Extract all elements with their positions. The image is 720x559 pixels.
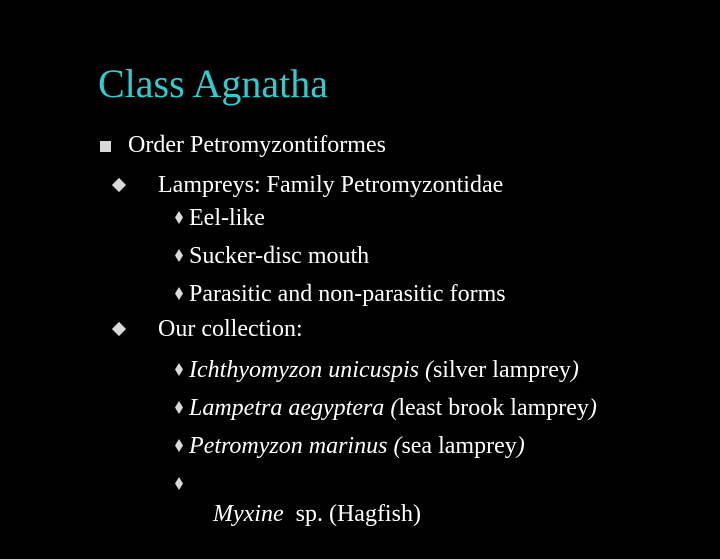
tall-diamond-bullet-icon	[175, 287, 183, 300]
trait-item: Sucker-disc mouth	[189, 243, 370, 269]
square-bullet-icon	[100, 141, 111, 152]
common-name: sea lamprey	[401, 433, 517, 459]
paren: )	[588, 395, 597, 421]
tall-diamond-bullet-icon	[175, 477, 183, 490]
tall-diamond-bullet-icon	[175, 439, 183, 452]
collection-heading: Our collection:	[158, 316, 303, 342]
slide-title: Class Agnatha	[98, 61, 328, 106]
species-name: Petromyzon marinus	[189, 433, 388, 459]
paren: (	[384, 395, 399, 421]
lampreys-line: Lampreys: Family Petromyzontidae	[158, 172, 504, 198]
species-rest: sp. (Hagfish)	[283, 501, 421, 527]
trait-item: Eel-like	[189, 205, 265, 231]
species-name: Myxine	[213, 501, 284, 527]
paren: )	[570, 357, 579, 383]
tall-diamond-bullet-icon	[175, 249, 183, 262]
common-name: least brook lamprey	[398, 395, 589, 421]
paren: )	[516, 433, 525, 459]
order-line: Order Petromyzontiformes	[128, 132, 386, 158]
trait-item: Parasitic and non-parasitic forms	[189, 281, 506, 307]
species-item	[189, 393, 597, 423]
species-name: Ichthyomyzon unicuspis	[189, 357, 419, 383]
paren: (	[418, 357, 433, 383]
paren: (	[387, 433, 402, 459]
common-name: silver lamprey	[432, 357, 571, 383]
species-item	[189, 431, 525, 461]
species-name: Lampetra aegyptera	[189, 395, 385, 421]
diamond-bullet-icon	[112, 322, 126, 336]
species-item	[189, 469, 421, 559]
tall-diamond-bullet-icon	[175, 211, 183, 224]
diamond-bullet-icon	[112, 178, 126, 192]
species-item	[189, 355, 579, 385]
tall-diamond-bullet-icon	[175, 363, 183, 376]
tall-diamond-bullet-icon	[175, 401, 183, 414]
